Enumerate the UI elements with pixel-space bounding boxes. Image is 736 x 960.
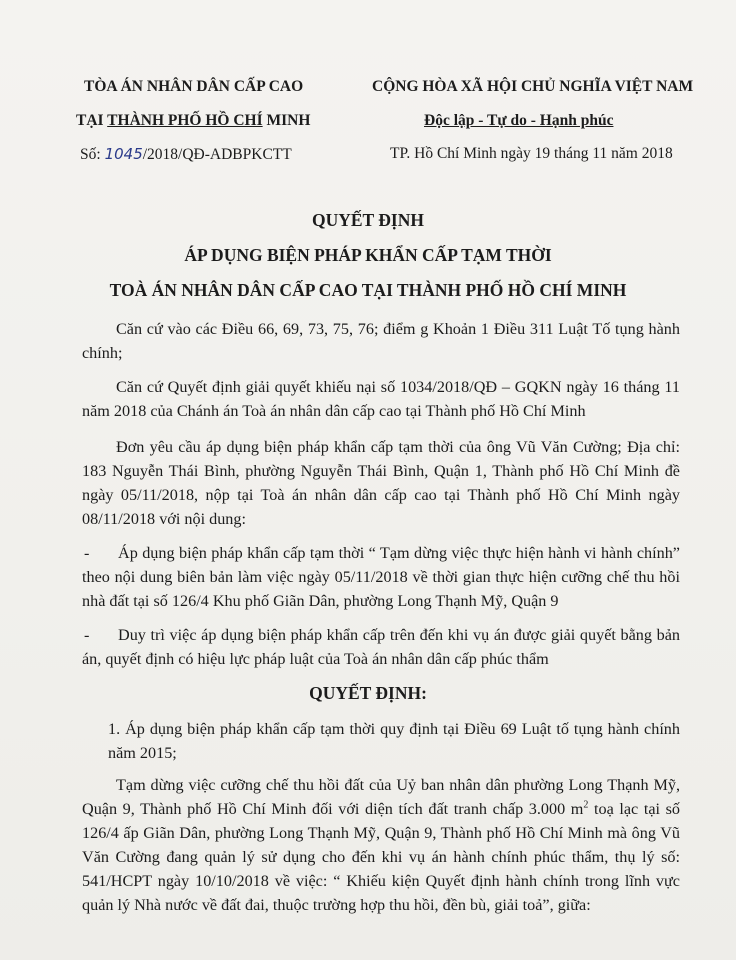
bullet-dash: -: [84, 626, 90, 644]
place-date: TP. Hồ Chí Minh ngày 19 tháng 11 năm 2018: [390, 145, 673, 162]
doc-title: QUYẾT ĐỊNH: [312, 210, 424, 230]
paragraph-text: Căn cứ vào các Điều 66, 69, 73, 75, 76; điểm g Khoản 1 Điều 311 Luật Tố tụng hành chính;: [82, 320, 680, 362]
court-line2-suffix: MINH: [262, 112, 311, 129]
bullet-dash: -: [84, 544, 90, 562]
suspension-text-b: toạ lạc tại số 126/4 ấp Giãn Dân, phường Long Thạnh Mỹ, Quận 9, Thành phố Hồ Chí Minh mà ông Vũ Văn Cường đang quản lý sử dụng cho đến khi vụ án hành chính phúc thẩm, thụ lý số: 541/HCPT ngày 10/10/2018 về việc: “ Khiếu kiện Quyết định hành chính trong lĩnh vực quản lý Nhà nước về đất đai, thuộc trường hợp thu hồi, đền bù, giải toả”, giữa:: [82, 800, 680, 914]
paragraph-suspension: [82, 773, 680, 917]
bullet-item-2: [82, 623, 680, 671]
number-label: Số:: [80, 146, 101, 163]
court-name-line1: TÒA ÁN NHÂN DÂN CẤP CAO: [84, 78, 304, 95]
square-meter-superscript: 2: [583, 799, 589, 811]
nation-name: CỘNG HÒA XÃ HỘI CHỦ NGHĨA VIỆT NAM: [372, 78, 694, 95]
numbered-item-1: [82, 717, 680, 765]
bullet-text: Duy trì việc áp dụng biện pháp khẩn cấp trên đến khi vụ án được giải quyết bằng bản án, quyết định có hiệu lực pháp luật của Toà án nhân dân cấp phúc thẩm: [82, 626, 680, 668]
bullet-text: Áp dụng biện pháp khẩn cấp tạm thời “ Tạm dừng việc thực hiện hành vi hành chính” theo nội dung biên bản làm việc ngày 05/11/2018 về thời gian thực hiện cưỡng chế thu hồi nhà đất tại số 126/4 Khu phố Giãn Dân, phường Long Thạnh Mỹ, Quận 9: [82, 544, 680, 610]
handwritten-number: 1045: [104, 145, 143, 163]
paragraph-request: [82, 435, 680, 531]
court-line2-prefix: TẠI: [76, 112, 108, 129]
bullet-item-1: [82, 541, 680, 613]
paragraph-text: Đơn yêu cầu áp dụng biện pháp khẩn cấp tạm thời của ông Vũ Văn Cường; Địa chỉ: 183 Nguyễn Thái Bình, phường Nguyễn Thái Bình, Quận 1, Thành phố Hồ Chí Minh đề ngày 05/11/2018, nộp tại Toà án nhân dân cấp cao tại Thành phố Hồ Chí Minh ngày 08/11/2018 với nội dung:: [82, 438, 680, 528]
doc-subtitle: ÁP DỤNG BIỆN PHÁP KHẨN CẤP TẠM THỜI: [184, 245, 552, 265]
court-line2-underlined: THÀNH PHỐ HỒ CHÍ: [107, 112, 263, 129]
doc-issuer: TOÀ ÁN NHÂN DÂN CẤP CAO TẠI THÀNH PHỐ HỒ CHÍ MINH: [109, 280, 627, 300]
suspension-text-a: Tạm dừng việc cưỡng chế thu hồi đất của Uỷ ban nhân dân phường Long Thạnh Mỹ, Quận 9, Thành phố Hồ Chí Minh đối với diện tích đất tranh chấp 3.000 m: [82, 776, 680, 818]
court-name-line2: [76, 112, 310, 130]
paragraph-text: Căn cứ Quyết định giải quyết khiếu nại số 1034/2018/QĐ – GQKN ngày 16 tháng 11 năm 2018 của Chánh án Toà án nhân dân cấp cao tại Thành phố Hồ Chí Minh: [82, 378, 680, 420]
paragraph-complaint-decision: [82, 375, 680, 423]
decision-number: [80, 145, 292, 164]
paragraph-legal-basis: [82, 317, 680, 365]
paragraph-text: [82, 773, 680, 917]
numbered-text: 1. Áp dụng biện pháp khẩn cấp tạm thời quy định tại Điều 69 Luật tố tụng hành chính năm 2015;: [108, 720, 680, 762]
national-motto: Độc lập - Tự do - Hạnh phúc: [424, 112, 614, 129]
decision-heading: QUYẾT ĐỊNH:: [309, 683, 427, 703]
number-suffix: /2018/QĐ-ADBPKCTT: [142, 146, 292, 163]
